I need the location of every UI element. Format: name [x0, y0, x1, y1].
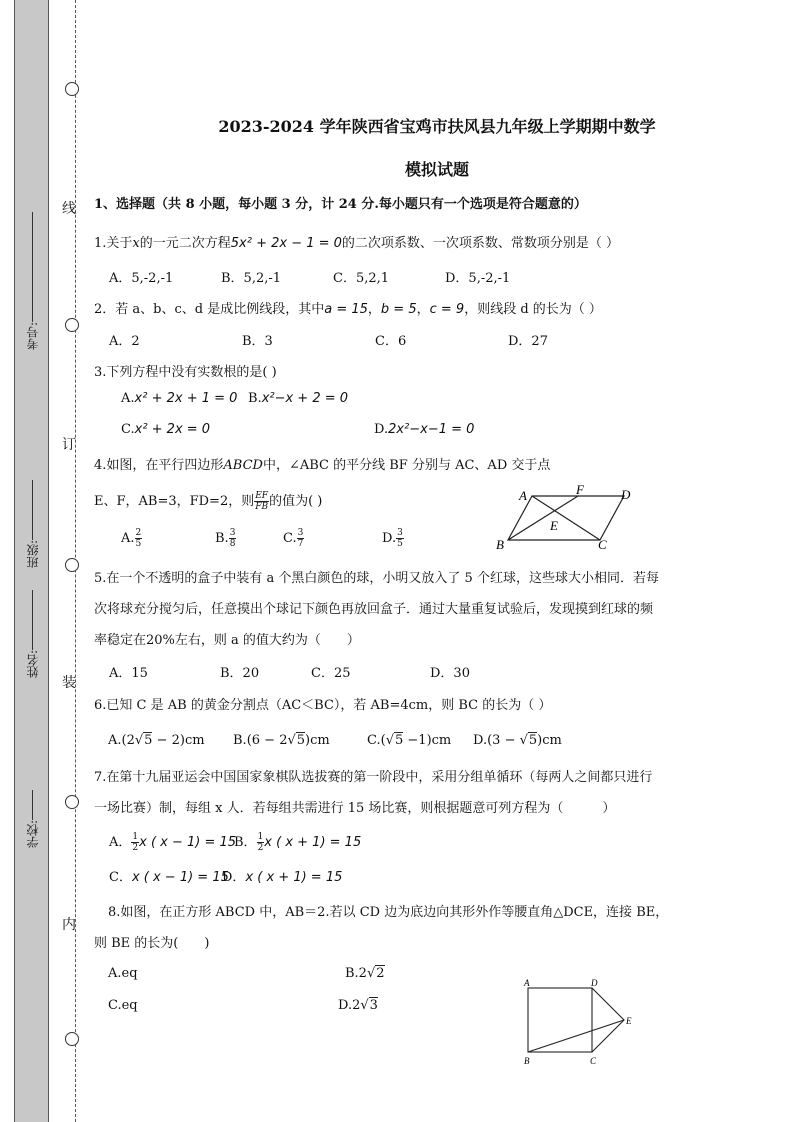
q2-pre: 2．若 a、b、c、d 是成比例线段，其中: [94, 302, 325, 317]
q6-a-label: A.: [108, 733, 122, 748]
q3-option-c: [121, 422, 210, 437]
q8-option-c: C.eq: [108, 998, 138, 1013]
frac-num: 1: [257, 832, 264, 842]
q8-d-label: D.2: [338, 998, 361, 1013]
q8-d-rad: 3: [369, 998, 378, 1013]
q8-option-d: D.2√3: [338, 998, 378, 1013]
q6-d-post: )cm: [537, 733, 562, 748]
q6-b-pre: (6 − 2: [246, 733, 288, 748]
q7-option-b: [234, 831, 361, 853]
q5-option-c: C．25: [311, 666, 351, 681]
frac-num: 3: [229, 528, 236, 538]
q2-post: ，则线段 d 的长为（ ）: [464, 302, 602, 317]
q6-c-pre: (: [380, 733, 386, 748]
q6-c-post: −1)cm: [403, 733, 452, 748]
q6-a-rad: 5: [144, 733, 153, 748]
q2-option-b: B．3: [242, 334, 273, 349]
q3-d-label: D.: [374, 422, 389, 437]
q4-pre: 4.如图，在平行四边形: [94, 458, 224, 473]
q3-a-label: A.: [121, 391, 135, 406]
q7-b-eq: x ( x + 1) = 15: [264, 835, 362, 850]
q4-post: 中，∠ABC 的平分线 BF 分别与 AC、AD 交于点: [262, 458, 551, 473]
q4-option-c: [283, 528, 304, 549]
q1-mid: 的一元二次方程: [139, 236, 231, 251]
binding-hole: [65, 318, 79, 332]
q4-ratio-num: EF: [255, 491, 269, 501]
q1-option-b: B．5,2,-1: [221, 271, 282, 286]
frac-num: 1: [132, 832, 139, 842]
question-3-stem: 3.下列方程中没有实数根的是( ): [94, 365, 277, 380]
q3-b-eq: x²−x + 2 = 0: [261, 391, 349, 406]
frac-num: 3: [397, 528, 403, 538]
q7-c-label: C．: [109, 870, 132, 885]
q4-a-label: A.: [121, 531, 135, 546]
q6-option-d: D.(3 − √5)cm: [473, 733, 562, 748]
binding-hole: [65, 795, 79, 809]
q4-line2-post: 的值为( ): [269, 494, 323, 509]
side-field-kaohao[interactable]: [20, 212, 44, 350]
fig-label-A: A: [524, 978, 530, 988]
frac-num: 3: [297, 528, 304, 538]
q6-b-rad: 5: [296, 733, 306, 748]
q4-parallelogram-figure: [490, 484, 640, 552]
q6-option-a: A.(2√5 − 2)cm: [108, 733, 205, 748]
q4-abcd: ABCD: [223, 458, 263, 473]
frac-num: 2: [135, 528, 142, 538]
binding-char: 订: [62, 437, 76, 453]
q4-b-label: B.: [215, 531, 229, 546]
frac-den: 8: [229, 539, 236, 549]
fig-label-D: D: [591, 978, 598, 988]
q3-b-label: B.: [248, 391, 262, 406]
fig-label-F: F: [576, 484, 584, 497]
fig-label-E: E: [550, 518, 558, 533]
q7-d-eq: x ( x + 1) = 15: [245, 870, 343, 885]
question-1-stem: [94, 232, 619, 251]
q7-c-eq: x ( x − 1) = 15: [131, 870, 229, 885]
q7-d-label: D．: [222, 870, 246, 885]
question-5-line2: 次将球充分搅匀后，任意摸出个球记下颜色再放回盒子．通过大量重复试验后，发现摸到红球的频: [94, 602, 654, 617]
q6-c-label: C.: [367, 733, 381, 748]
q5-post: 左右，则 a 的值大约为（ ）: [174, 633, 360, 648]
fig-label-C: C: [598, 537, 607, 552]
q4-ratio-den: FB: [255, 502, 269, 512]
q7-option-a: [109, 831, 236, 853]
q3-option-d: [374, 422, 474, 437]
q7-b-label: B．: [234, 835, 257, 850]
binding-char: 线: [62, 201, 76, 217]
side-field-banji[interactable]: [20, 480, 44, 568]
question-4-line2: [94, 490, 322, 512]
page-title: 2023-2024 学年陕西省宝鸡市扶风县九年级上学期期中数学: [218, 117, 656, 136]
q1-option-d: D．5,-2,-1: [445, 271, 511, 286]
q5-option-b: B．20: [220, 666, 260, 681]
q6-d-pre: (3 −: [487, 733, 520, 748]
q2-b-value: b = 5: [380, 302, 417, 317]
q8-b-rad: 2: [376, 966, 385, 981]
q6-c-rad: 5: [395, 733, 404, 748]
q2-option-d: D．27: [508, 334, 548, 349]
q3-a-eq: x² + 2x + 1 = 0: [134, 391, 238, 406]
q6-option-c: C.(√5 −1)cm: [367, 733, 452, 748]
q8-b-label: B.2: [345, 966, 367, 981]
q1-pre: 1.关于: [94, 236, 133, 251]
question-5-line1: 5.在一个不透明的盒子中装有 a 个黑白颜色的球，小明又放入了 5 个红球，这些球大小相同．若每: [94, 571, 659, 586]
q7-a-eq: x ( x − 1) = 15: [139, 835, 237, 850]
q7-a-label: A．: [109, 835, 132, 850]
question-5-line3: [94, 629, 360, 648]
q3-option-a: [121, 391, 237, 406]
frac-den: 5: [397, 539, 403, 549]
q2-c-value: c = 9: [429, 302, 465, 317]
q1-var: x: [132, 236, 140, 251]
q6-b-post: )cm: [305, 733, 330, 748]
question-6-stem: 6.已知 C 是 AB 的黄金分割点（AC＜BC），若 AB=4cm，则 BC 的长为（ ）: [94, 698, 552, 713]
fig-label-D: D: [621, 487, 631, 502]
q4-d-frac: [396, 528, 404, 549]
q6-option-b: B.(6 − 2√5)cm: [233, 733, 330, 748]
q7-option-c: [109, 866, 229, 885]
q4-option-b: [215, 528, 236, 549]
page-subtitle: 模拟试题: [404, 160, 469, 179]
q4-option-a: [121, 528, 142, 549]
field-label: 班级:: [25, 540, 40, 569]
frac-den: 5: [135, 539, 142, 549]
binding-hole: [65, 558, 79, 572]
fig-label-A: A: [519, 488, 527, 503]
q6-a-pre: (2: [121, 733, 135, 748]
question-8-line2: 则 BE 的长为( ): [94, 936, 210, 951]
binding-char: 装: [62, 675, 76, 691]
question-7-line2: 一场比赛）制，每组 x 人．若每组共需进行 15 场比赛，则根据题意可列方程为（ ）: [94, 801, 616, 816]
q6-d-label: D.: [473, 733, 488, 748]
q5-option-d: D．30: [430, 666, 470, 681]
frac-den: 2: [132, 843, 139, 853]
q4-line2-pre: E、F，AB=3，FD=2，则: [94, 494, 255, 509]
q6-d-rad: 5: [528, 733, 538, 748]
binding-hole: [65, 1032, 79, 1046]
fig-label-C: C: [590, 1056, 597, 1066]
binding-hole: [65, 82, 79, 96]
q4-c-frac: [297, 528, 305, 549]
field-label: 考号:: [25, 322, 40, 351]
q2-option-c: C．6: [375, 334, 407, 349]
q2-option-a: A．2: [109, 334, 140, 349]
q3-option-b: [248, 391, 348, 406]
q4-b-frac: [229, 528, 237, 549]
fig-label-B: B: [496, 537, 504, 552]
side-field-xuexiao[interactable]: [20, 790, 44, 848]
q8-square-figure: [518, 975, 638, 1070]
q7-a-half: [131, 832, 139, 853]
q6-b-label: B.: [233, 733, 247, 748]
q4-a-frac: [135, 528, 143, 549]
fig-label-E: E: [626, 1016, 632, 1026]
side-field-xingming[interactable]: [20, 590, 44, 678]
q3-c-eq: x² + 2x = 0: [134, 422, 211, 437]
q4-d-label: D.: [382, 531, 397, 546]
q3-d-eq: 2x²−x−1 = 0: [388, 422, 475, 437]
section-heading: 1、选择题（共 8 小题，每小题 3 分，计 24 分.每小题只有一个选项是符合题意的）: [94, 197, 587, 212]
binding-char: 内: [62, 917, 76, 933]
q1-option-c: C．5,2,1: [333, 271, 390, 286]
field-label: 姓名:: [25, 650, 40, 679]
q4-ratio: [254, 491, 269, 512]
frac-den: 2: [257, 843, 264, 853]
q6-a-post: − 2)cm: [152, 733, 205, 748]
question-7-line1: 7.在第十九届亚运会中国国家象棋队选拔赛的第一阶段中，采用分组单循环（每两人之间都只进行: [94, 770, 653, 785]
q3-c-label: C.: [121, 422, 135, 437]
q7-option-d: [222, 866, 342, 885]
question-8-line1: 8.如图，在正方形 ABCD 中，AB＝2.若以 CD 边为底边向其形外作等腰直角△DCE，连接 BE，: [108, 905, 669, 920]
q5-percent: 20%: [146, 633, 175, 648]
q8-option-b: B.2√2: [345, 966, 385, 981]
question-2-stem: 2．若 a、b、c、d 是成比例线段，其中a = 15，b = 5，c = 9，则线段 d 的长为（ ）: [94, 302, 602, 317]
q5-pre: 率稳定在: [94, 633, 147, 648]
q2-a-value: a = 15: [324, 302, 368, 317]
field-label: 学校:: [25, 820, 40, 849]
fig-label-B: B: [524, 1056, 530, 1066]
frac-den: 7: [297, 539, 304, 549]
q1-option-a: A．5,-2,-1: [109, 271, 174, 286]
q5-option-a: A．15: [109, 666, 148, 681]
q4-c-label: C.: [283, 531, 297, 546]
q4-option-d: [382, 528, 404, 549]
q1-equation: 5x² + 2x − 1 = 0: [230, 236, 342, 251]
question-4-line1: [94, 454, 550, 473]
q8-option-a: A.eq: [108, 966, 138, 981]
q1-post: 的二次项系数、一次项系数、常数项分别是（ ）: [341, 236, 620, 251]
